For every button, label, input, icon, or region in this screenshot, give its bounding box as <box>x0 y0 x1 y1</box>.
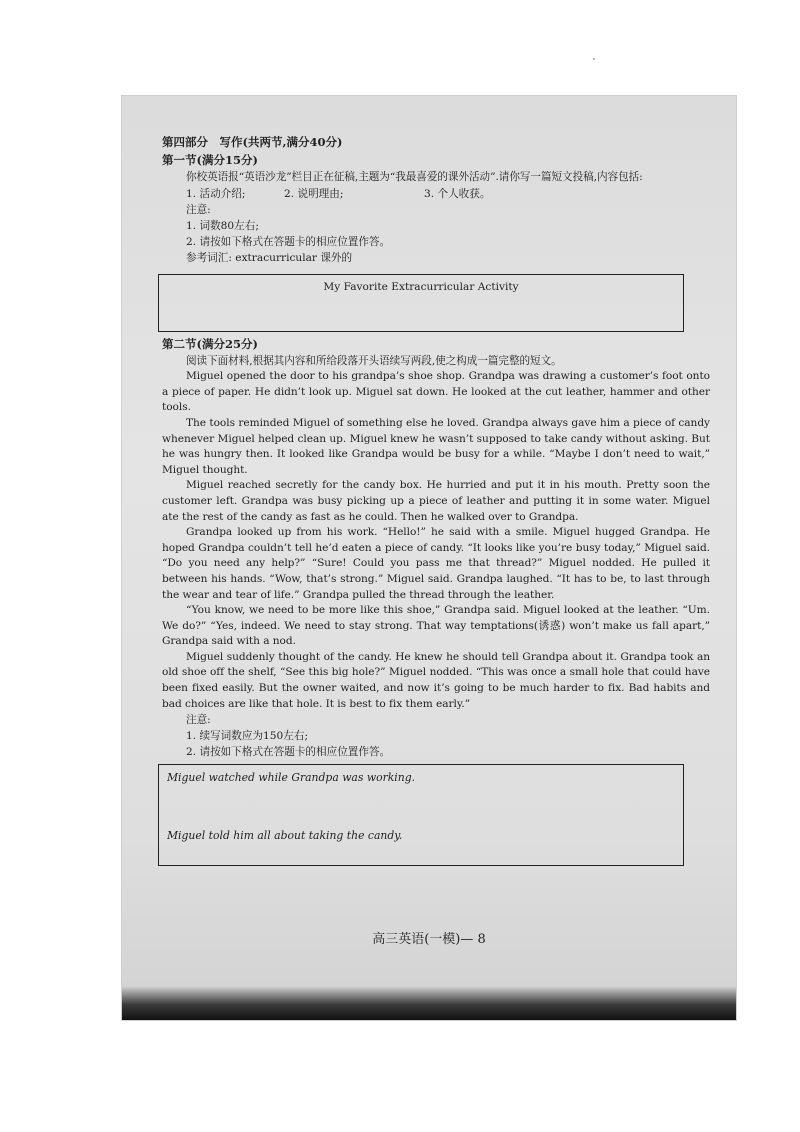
section1-prompt: 你校英语报“英语沙龙”栏目正在征稿,主题为“我最喜爱的课外活动”.请你写一篇短文投稿,内容包括: <box>186 171 643 183</box>
content-item: 3. 个人收获。 <box>424 187 491 200</box>
note: 1. 词数80左右; <box>186 219 259 232</box>
story-paragraph: Miguel reached secretly for the candy box. He hurried and put it in his mouth. Pretty soon the customer left. Grandpa was busy picking up a piece of leather and putting it in some water. Miguel ate the rest of the candy as fast as he could. Then he walked over to Grandpa. <box>162 479 710 523</box>
notes-label: 注意: <box>186 203 211 216</box>
answer-box-1 <box>158 274 684 332</box>
section1-title: 第一节(满分15分) <box>162 153 258 167</box>
section2-title: 第二节(满分25分) <box>162 336 258 351</box>
answer-box-title: My Favorite Extracurricular Activity <box>323 280 519 293</box>
story-paragraph: “You know, we need to be more like this shoe,” Grandpa said. Miguel looked at the leather. “Um. We do?” “Yes, indeed. We need to stay strong. That way temptations(诱惑) won’t make us fall apart,” Grandpa said with a nod. <box>162 604 710 648</box>
page-footer: 高三英语(一模)— 8 <box>372 932 486 947</box>
story-paragraph: The tools reminded Miguel of something else he loved. Grandpa always gave him a piece of candy whenever Miguel helped clean up. Miguel knew he wasn’t supposed to take candy without asking. But he was hungry then. It looked like Grandpa would be busy for a while. “Maybe I don’t need to wait,” Miguel thought. <box>162 416 710 476</box>
content-items <box>186 186 710 202</box>
note: 1. 续写词数应为150左右; <box>186 730 309 743</box>
photo-edge-shadow <box>122 986 736 1020</box>
scanned-page <box>122 96 736 1020</box>
vocab-hint: 参考词汇: extracurricular 课外的 <box>186 251 353 264</box>
content-item: 1. 活动介绍; <box>186 187 246 200</box>
story-paragraph: Grandpa looked up from his work. “Hello!” he said with a smile. Miguel hugged Grandpa. He hoped Grandpa couldn’t tell he’d eaten a piece of candy. “It looks like you’re busy today,” Miguel said. “Do you need any help?” “Sure! Could you pass me that thread?” Miguel nodded. He pulled it between his hands. “Wow, that’s strong.” Miguel said. Grandpa laughed. “It has to be, to last through the wear and tear of life.” Grandpa pulled the thread through the leather. <box>162 526 710 601</box>
speck <box>593 58 595 60</box>
part-title: 第四部分 写作(共两节,满分40分) <box>162 135 343 149</box>
paragraph-opening-1: Miguel watched while Grandpa was working. <box>167 771 416 785</box>
note: 2. 请按如下格式在答题卡的相应位置作答。 <box>186 746 391 759</box>
story-paragraph: Miguel opened the door to his grandpa’s shoe shop. Grandpa was drawing a customer’s foot onto a piece of paper. He didn’t look up. Miguel sat down. He looked at the cut leather, hammer and other tools. <box>162 370 710 414</box>
paragraph-opening-2: Miguel told him all about taking the candy. <box>167 829 403 843</box>
answer-box-2 <box>158 764 684 866</box>
content-item: 2. 说明理由; <box>284 187 344 200</box>
notes-label: 注意: <box>186 714 211 727</box>
section2-prompt: 阅读下面材料,根据其内容和所给段落开头语续写两段,使之构成一篇完整的短文。 <box>186 354 562 367</box>
note: 2. 请按如下格式在答题卡的相应位置作答。 <box>186 235 391 248</box>
story-paragraph: Miguel suddenly thought of the candy. He knew he should tell Grandpa about it. Grandpa took an old shoe off the shelf, “See this big hole?” Miguel nodded. “This was once a small hole that could have been fixed easily. But the owner waited, and now it’s going to be much harder to fix. Bad habits and bad choices are like that hole. It is best to fix them early.” <box>162 650 710 710</box>
page-content <box>162 134 710 870</box>
